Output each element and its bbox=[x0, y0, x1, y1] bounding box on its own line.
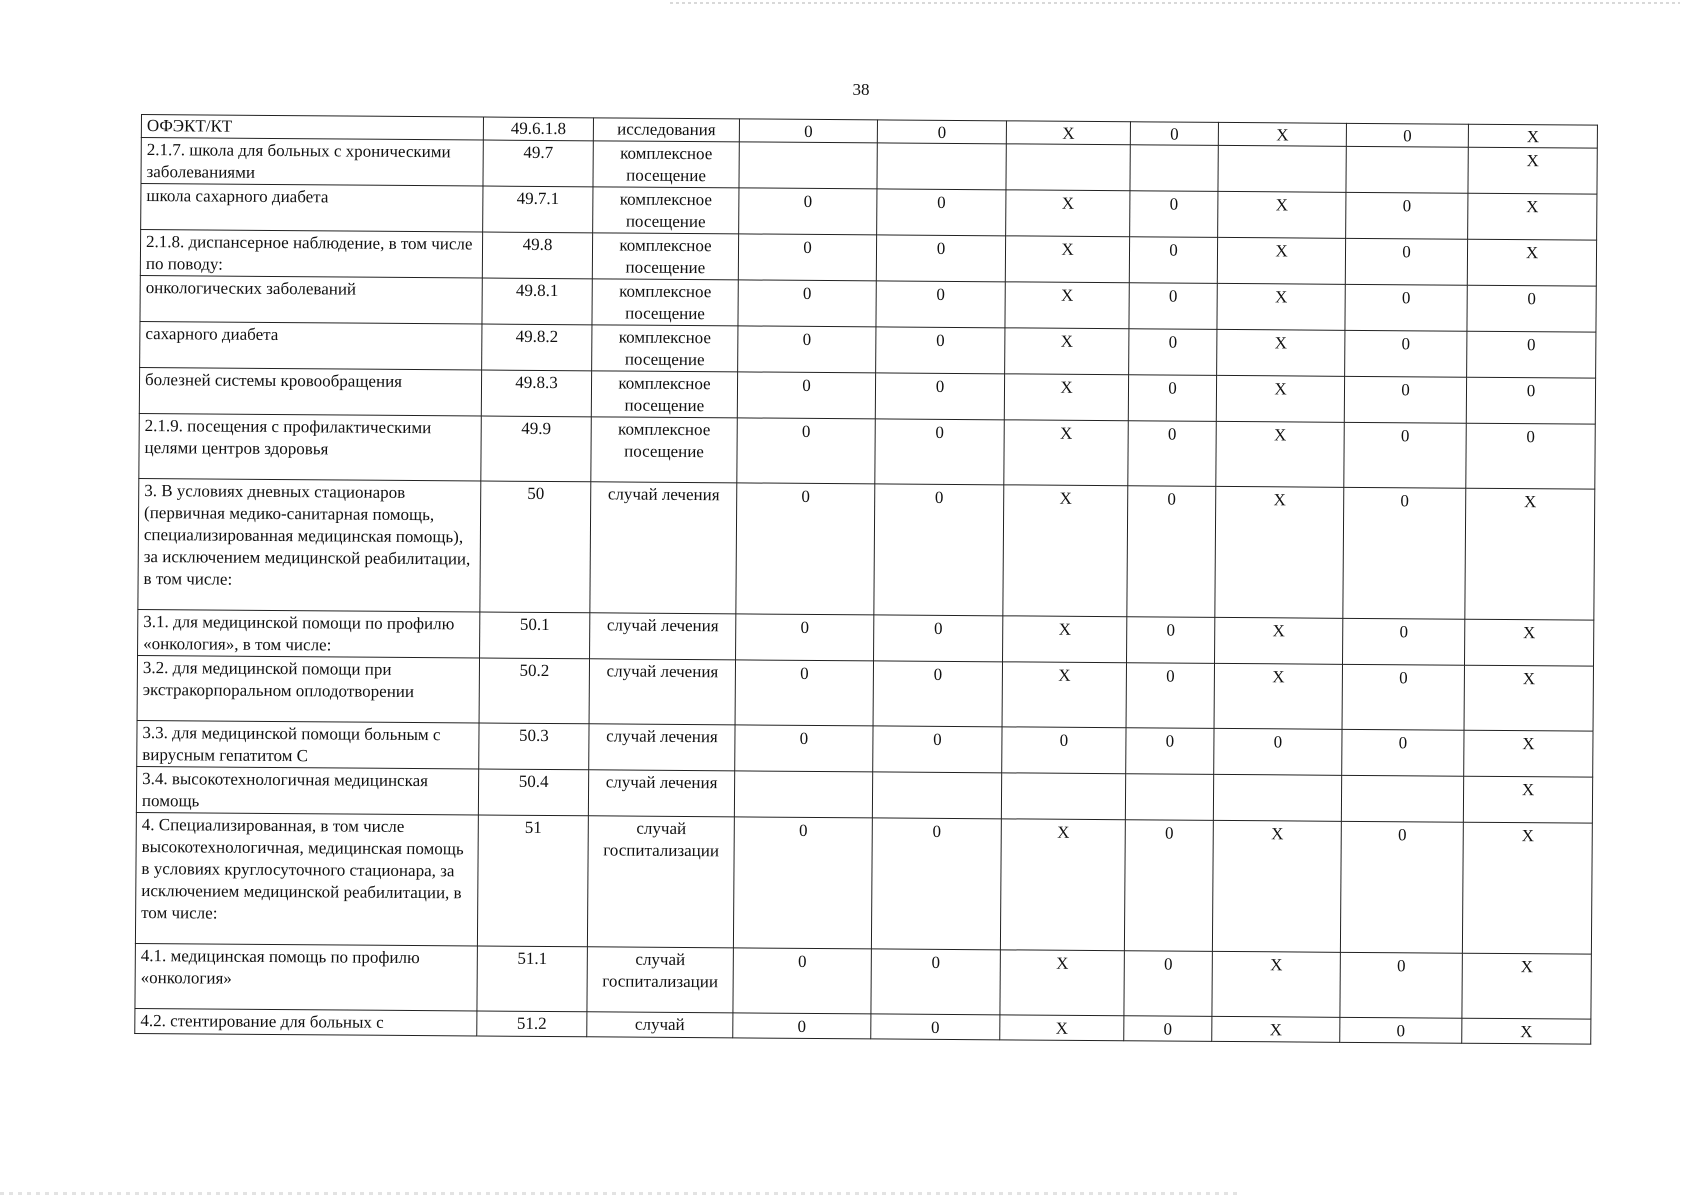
value-cell bbox=[872, 772, 1001, 819]
scan-edge-bottom bbox=[0, 1192, 1240, 1195]
row-name-cell: болезней системы кровообращения bbox=[139, 367, 481, 416]
row-code-cell: 51.1 bbox=[477, 946, 587, 1012]
row-name-cell: 3.3. для медицинской помощи больным с вирусным гепатитом С bbox=[137, 720, 479, 769]
value-cell: 0 bbox=[877, 120, 1006, 144]
value-cell: 0 bbox=[876, 327, 1005, 374]
row-name-cell: 4.2. стентирование для больных с bbox=[135, 1008, 477, 1036]
row-unit-cell: комплексное посещение bbox=[592, 233, 738, 280]
value-cell: 0 bbox=[1467, 285, 1596, 332]
value-cell: 0 bbox=[1340, 952, 1462, 1018]
value-cell bbox=[1001, 773, 1125, 820]
value-cell: X bbox=[1004, 374, 1128, 421]
value-cell: X bbox=[1004, 420, 1128, 486]
value-cell: X bbox=[1217, 283, 1345, 330]
value-cell: 0 bbox=[736, 483, 875, 615]
value-cell: 0 bbox=[1127, 486, 1216, 618]
row-unit-cell: случай лечения bbox=[589, 724, 735, 771]
value-cell: 0 bbox=[1466, 377, 1595, 424]
value-cell: 0 bbox=[1345, 330, 1467, 377]
row-name-cell: 2.1.8. диспансерное наблюдение, в том числе по поводу: bbox=[140, 230, 482, 279]
value-cell: 0 bbox=[733, 817, 872, 949]
value-cell: 0 bbox=[1129, 329, 1217, 376]
value-cell: X bbox=[1462, 953, 1591, 1019]
value-cell: X bbox=[1003, 485, 1128, 617]
row-unit-cell: комплексное посещение bbox=[592, 279, 738, 326]
value-cell: 0 bbox=[1126, 663, 1214, 729]
row-code-cell: 49.8.3 bbox=[481, 370, 591, 417]
row-code-cell: 49.6.1.8 bbox=[483, 117, 593, 141]
row-name-cell: 3.1. для медицинской помощи по профилю «онкология», в том числе: bbox=[138, 609, 480, 658]
row-name-cell: школа сахарного диабета bbox=[141, 184, 483, 233]
value-cell: 0 bbox=[739, 188, 877, 235]
row-unit-cell: случай госпитализации bbox=[587, 816, 734, 948]
data-table bbox=[134, 114, 1598, 1045]
row-code-cell: 49.8 bbox=[482, 232, 592, 279]
value-cell: 0 bbox=[1346, 192, 1468, 239]
row-unit-cell: комплексное посещение bbox=[592, 325, 738, 372]
row-name-cell: 3. В условиях дневных стационаров (первичная медико-санитарная помощь, специализированная медицинская помощь), за исключением медицинской реабилитации, в том числе: bbox=[138, 478, 481, 612]
row-unit-cell: случай лечения bbox=[589, 659, 735, 725]
value-cell: 0 bbox=[875, 373, 1004, 420]
row-unit-cell: случай лечения bbox=[590, 613, 736, 660]
value-cell: 0 bbox=[1130, 191, 1218, 238]
value-cell: 0 bbox=[1128, 375, 1216, 422]
value-cell: X bbox=[1000, 1015, 1124, 1041]
value-cell: X bbox=[1464, 665, 1593, 731]
value-cell: X bbox=[1464, 619, 1593, 666]
value-cell: X bbox=[1003, 616, 1127, 663]
value-cell: 0 bbox=[1342, 618, 1464, 665]
row-code-cell: 49.9 bbox=[481, 416, 591, 482]
row-code-cell: 51.2 bbox=[477, 1011, 587, 1037]
value-cell: 0 bbox=[733, 1013, 871, 1039]
value-cell: 0 bbox=[1127, 617, 1215, 664]
value-cell: X bbox=[1005, 282, 1129, 329]
value-cell: X bbox=[1212, 820, 1341, 952]
value-cell: 0 bbox=[1340, 821, 1463, 953]
row-unit-cell: случай госпитализации bbox=[587, 947, 733, 1013]
value-cell: X bbox=[1217, 329, 1345, 376]
value-cell bbox=[734, 771, 872, 818]
value-cell: X bbox=[1212, 951, 1340, 1017]
row-name-cell: сахарного диабета bbox=[140, 321, 482, 370]
value-cell: 0 bbox=[1467, 331, 1596, 378]
row-code-cell: 51 bbox=[477, 815, 588, 947]
value-cell: 0 bbox=[735, 725, 873, 772]
value-cell bbox=[1125, 774, 1213, 821]
value-cell: X bbox=[1005, 328, 1129, 375]
value-cell: 0 bbox=[1002, 727, 1126, 774]
value-cell: X bbox=[1002, 662, 1126, 728]
value-cell: 0 bbox=[738, 234, 876, 281]
value-cell: 0 bbox=[733, 948, 871, 1014]
value-cell: 0 bbox=[1466, 423, 1595, 489]
value-cell: X bbox=[1468, 124, 1597, 148]
row-name-cell: онкологических заболеваний bbox=[140, 275, 482, 324]
row-code-cell: 49.7 bbox=[483, 140, 593, 187]
value-cell bbox=[1006, 144, 1130, 191]
page-number: 38 bbox=[852, 80, 870, 99]
value-cell: 0 bbox=[874, 484, 1004, 616]
value-cell: 0 bbox=[1214, 728, 1342, 775]
row-code-cell: 50.1 bbox=[480, 612, 590, 659]
value-cell bbox=[739, 142, 877, 189]
value-cell: 0 bbox=[1124, 951, 1212, 1017]
row-name-cell: 3.4. высокотехнологичная медицинская помощь bbox=[136, 766, 478, 815]
row-name-cell: ОФЭКТ/КТ bbox=[141, 115, 483, 141]
row-code-cell: 50.2 bbox=[479, 658, 589, 724]
value-cell: 0 bbox=[876, 235, 1005, 282]
table-row bbox=[139, 413, 1595, 489]
value-cell: X bbox=[1000, 819, 1125, 951]
value-cell: X bbox=[1217, 237, 1345, 284]
row-code-cell: 50 bbox=[480, 481, 591, 613]
value-cell: X bbox=[1462, 822, 1592, 954]
value-cell: 0 bbox=[1346, 123, 1468, 147]
value-cell bbox=[877, 143, 1006, 190]
value-cell: 0 bbox=[735, 660, 873, 726]
value-cell: X bbox=[1006, 121, 1130, 145]
value-cell: X bbox=[1005, 236, 1129, 283]
value-cell: 0 bbox=[1126, 728, 1214, 775]
table-body bbox=[135, 115, 1598, 1045]
value-cell: 0 bbox=[874, 615, 1003, 662]
table-row bbox=[135, 943, 1591, 1019]
value-cell bbox=[1346, 146, 1468, 193]
row-unit-cell: комплексное посещение bbox=[593, 141, 739, 188]
row-code-cell: 49.8.1 bbox=[482, 278, 592, 325]
value-cell: X bbox=[1215, 486, 1344, 618]
value-cell: 0 bbox=[1342, 729, 1464, 776]
value-cell: X bbox=[1468, 193, 1597, 240]
value-cell: X bbox=[1218, 122, 1346, 146]
value-cell: X bbox=[1462, 1018, 1591, 1044]
row-name-cell: 3.2. для медицинской помощи при экстракорпоральном оплодотворении bbox=[137, 655, 479, 723]
row-unit-cell: комплексное посещение bbox=[591, 371, 737, 418]
value-cell: 0 bbox=[1344, 376, 1466, 423]
value-cell: X bbox=[1464, 730, 1593, 777]
value-cell: 0 bbox=[1130, 122, 1218, 146]
value-cell bbox=[1218, 145, 1346, 192]
value-cell: X bbox=[1467, 239, 1596, 286]
value-cell: X bbox=[1006, 190, 1130, 237]
value-cell: X bbox=[1216, 375, 1344, 422]
value-cell: 0 bbox=[873, 661, 1002, 727]
row-unit-cell: случай лечения bbox=[590, 482, 737, 614]
value-cell: X bbox=[1463, 776, 1592, 823]
table-row bbox=[137, 655, 1593, 731]
value-cell: X bbox=[1214, 663, 1342, 729]
value-cell: 0 bbox=[737, 418, 875, 484]
row-unit-cell: комплексное посещение bbox=[591, 417, 737, 483]
row-code-cell: 50.4 bbox=[478, 769, 588, 816]
value-cell: 0 bbox=[1344, 422, 1466, 488]
row-name-cell: 2.1.9. посещения с профилактическими целями центров здоровья bbox=[139, 413, 481, 481]
value-cell bbox=[1341, 775, 1463, 822]
scan-edge-top bbox=[670, 2, 1680, 4]
value-cell: 0 bbox=[876, 281, 1005, 328]
value-cell: 0 bbox=[1345, 238, 1467, 285]
value-cell: 0 bbox=[736, 614, 874, 661]
value-cell: 0 bbox=[738, 326, 876, 373]
row-code-cell: 49.8.2 bbox=[482, 324, 592, 371]
value-cell: 0 bbox=[1129, 283, 1217, 330]
value-cell: 0 bbox=[871, 818, 1001, 950]
value-cell: X bbox=[1000, 950, 1124, 1016]
value-cell: X bbox=[1218, 191, 1346, 238]
value-cell: 0 bbox=[877, 189, 1006, 236]
value-cell: 0 bbox=[1343, 487, 1466, 619]
value-cell: X bbox=[1468, 147, 1597, 194]
value-cell bbox=[1213, 774, 1341, 821]
value-cell: 0 bbox=[1124, 820, 1213, 952]
value-cell: 0 bbox=[739, 119, 877, 143]
value-cell: 0 bbox=[871, 949, 1000, 1015]
row-name-cell: 4. Специализированная, в том числе высокотехнологичная, медицинская помощь в условиях круглосуточного стационара, за исключением медицинской реабилитации, в том числе: bbox=[135, 812, 478, 946]
value-cell: 0 bbox=[738, 280, 876, 327]
value-cell bbox=[1130, 145, 1218, 192]
row-name-cell: 2.1.7. школа для больных с хроническими заболеваниями bbox=[141, 138, 483, 187]
row-code-cell: 50.3 bbox=[479, 723, 589, 770]
row-unit-cell: исследования bbox=[593, 118, 739, 142]
value-cell: X bbox=[1212, 1016, 1340, 1042]
value-cell: 0 bbox=[875, 419, 1004, 485]
value-cell: 0 bbox=[871, 1014, 1000, 1040]
value-cell: 0 bbox=[873, 726, 1002, 773]
data-table-sheet bbox=[134, 114, 1597, 1045]
value-cell: X bbox=[1215, 617, 1343, 664]
row-code-cell: 49.7.1 bbox=[483, 186, 593, 233]
row-unit-cell: случай лечения bbox=[588, 770, 734, 817]
value-cell: 0 bbox=[1340, 1017, 1462, 1043]
value-cell: 0 bbox=[1129, 237, 1217, 284]
row-name-cell: 4.1. медицинская помощь по профилю «онкология» bbox=[135, 943, 477, 1011]
row-unit-cell: случай bbox=[587, 1012, 733, 1038]
table-row bbox=[138, 478, 1595, 620]
value-cell: 0 bbox=[1124, 1016, 1212, 1042]
value-cell: 0 bbox=[1128, 421, 1216, 487]
value-cell: 0 bbox=[737, 372, 875, 419]
value-cell: 0 bbox=[1342, 664, 1464, 730]
value-cell: X bbox=[1465, 488, 1595, 620]
value-cell: X bbox=[1216, 421, 1344, 487]
value-cell: 0 bbox=[1345, 284, 1467, 331]
row-unit-cell: комплексное посещение bbox=[593, 187, 739, 234]
table-row bbox=[135, 812, 1592, 954]
